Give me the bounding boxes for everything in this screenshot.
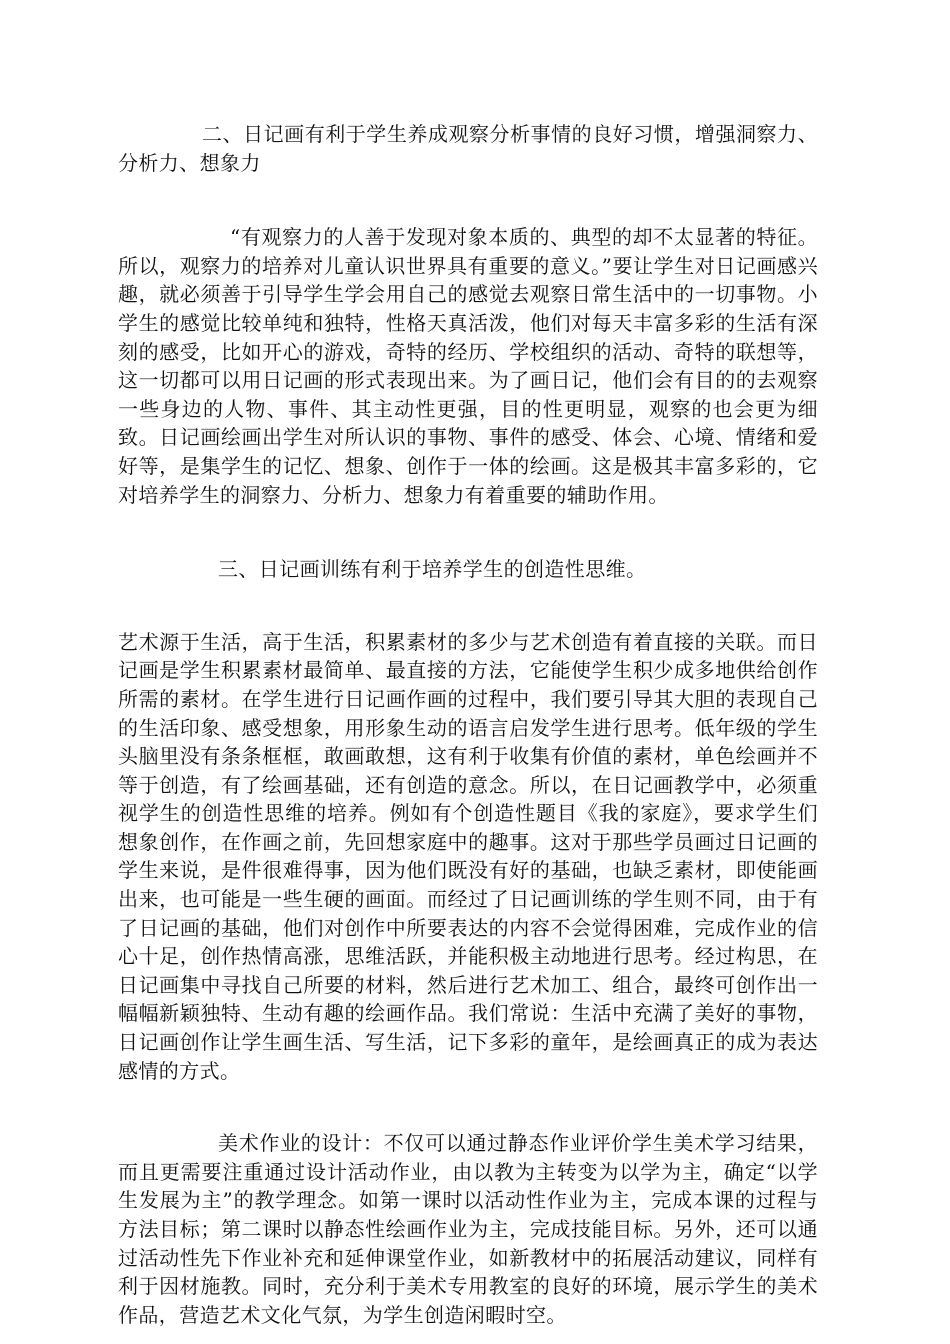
document-page (118, 120, 818, 1329)
homework-design-paragraph: 美术作业的设计：不仅可以通过静态作业评价学生美术学习结果，而且更需要注重通过设计活动作业，由以教为主转变为以学为主，确定“以学生发展为主”的教学理念。如第一课时以活动性作业为主，完成本课的过程与方法目标；第二课时以静态性绘画作业为主，完成技能目标。另外，还可以通过活动性先下作业补充和延伸课堂作业，如新教材中的拓展活动建议，同样有利于因材施教。同时，充分利于美术专用教室的良好的环境，展示学生的美术作品，营造艺术文化气氛，为学生创造闲暇时空。 (118, 1131, 818, 1327)
section-3-body: 艺术源于生活，高于生活，积累素材的多少与艺术创造有着直接的关联。而日记画是学生积累素材最简单、最直接的方法，它能使学生积少成多地供给创作所需的素材。在学生进行日记画作画的过程中，我们要引导其大胆的表现自己的生活印象、感受想象，用形象生动的语言启发学生进行思考。低年级的学生头脑里没有条条框框，敢画敢想，这有利于收集有价值的素材，单色绘画并不等于创造，有了绘画基础，还有创造的意念。所以，在日记画教学中，必须重视学生的创造性思维的培养。例如有个创造性题目《我的家庭》，要求学生们想象创作，在作画之前，先回想家庭中的趣事。这对于那些学员画过日记画的学生来说，是件很难得事，因为他们既没有好的基础，也缺乏素材，即使能画出来，也可能是一些生硬的画面。而经过了日记画训练的学生则不同，由于有了日记画的基础，他们对创作中所要表达的内容不会觉得困难，完成作业的信心十足，创作热情高涨，思维活跃，并能积极主动地进行思考。经过构思，在日记画集中寻找自己所要的材料，然后进行艺术加工、组合，最终可创作出一幅幅新颖独特、生动有趣的绘画作品。我们常说：生活中充满了美好的事物，日记画创作让学生画生活、写生活，记下多彩的童年，是绘画真正的成为表达感情的方式。 (118, 629, 818, 1083)
section-2-body: “有观察力的人善于发现对象本质的、典型的却不太显著的特征。所以，观察力的培养对儿童认识世界具有重要的意义。”要让学生对日记画感兴趣，就必须善于引导学生学会用自己的感觉去观察日常生活中的一切事物。小学生的感觉比较单纯和独特，性格天真活泼，他们对每天丰富多彩的生活有深刻的感受，比如开心的游戏，奇特的经历、学校组织的活动、奇特的联想等，这一切都可以用日记画的形式表现出来。为了画日记，他们会有目的的去观察一些身边的人物、事件、其主动性更强，目的性更明显，观察的也会更为细致。日记画绘画出学生对所认识的事物、事件的感受、体会、心境、情绪和爱好等，是集学生的记忆、想象、创作于一体的绘画。这是极其丰富多彩的，它对培养学生的洞察力、分析力、想象力有着重要的辅助作用。 (118, 225, 818, 507)
section-3-heading: 三、日记画训练有利于培养学生的创造性思维。 (218, 557, 647, 582)
section-2-heading: 二、日记画有利于学生养成观察分析事情的良好习惯，增强洞察力、分析力、想象力 (118, 122, 818, 175)
